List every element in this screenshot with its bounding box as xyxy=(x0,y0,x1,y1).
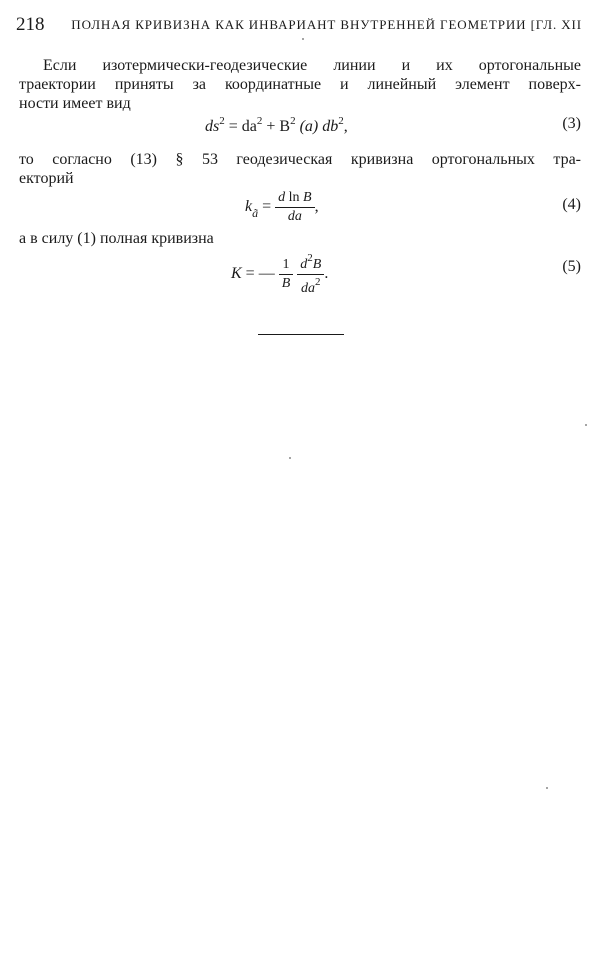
scan-speck xyxy=(302,38,304,40)
formula-5-expression: K = — $\frac{1}{B}$ $\frac{d^2B}{da^2}$ . xyxy=(231,252,329,296)
paragraph-1-line-1: Если изотермически-геодезические линии и их ортогональные xyxy=(43,57,581,74)
paragraph-2-line-1: то согласно (13) § 53 геодезическая кривизна ортогональных тра- xyxy=(19,151,581,168)
formula-5-fraction-2: $\frac{d^2B}{da^2}$ xyxy=(297,252,324,297)
scan-speck xyxy=(289,457,291,459)
formula-4-number: (4) xyxy=(562,196,581,213)
formula-3 xyxy=(19,115,581,137)
scan-speck xyxy=(585,424,587,426)
paragraph-3-line-1: а в силу (1) полная кривизна xyxy=(19,230,214,247)
page-header xyxy=(16,14,582,38)
formula-4-expression: $k_ã$ = $\frac{\text{d ln B}}{da}$ , xyxy=(245,190,319,224)
formula-4-fraction: $\frac{\text{d ln B}}{da}$ xyxy=(275,190,314,225)
end-rule xyxy=(258,334,344,335)
running-title: ПОЛНАЯ КРИВИЗНА КАК ИНВАРИАНТ ВНУТРЕННЕЙ ГЕОМЕТРИИ [ГЛ. XII xyxy=(71,17,582,32)
formula-5-number: (5) xyxy=(562,258,581,275)
paragraph-1-line-3: ности имеет вид xyxy=(19,95,131,112)
paragraph-1-line-2: траектории приняты за координатные и линейный элемент поверх- xyxy=(19,76,581,93)
formula-4 xyxy=(19,188,581,228)
formula-5-fraction-1: $\frac{1}{B}$ xyxy=(279,257,294,292)
formula-3-expression: $ds^2 = da^2 + B^2$ (a) $db^2$, xyxy=(205,115,348,135)
page-number: 218 xyxy=(16,14,45,35)
scan-speck xyxy=(546,787,548,789)
formula-5 xyxy=(19,250,581,296)
paragraph-2-line-2: екторий xyxy=(19,170,74,187)
formula-3-number: (3) xyxy=(562,115,581,132)
